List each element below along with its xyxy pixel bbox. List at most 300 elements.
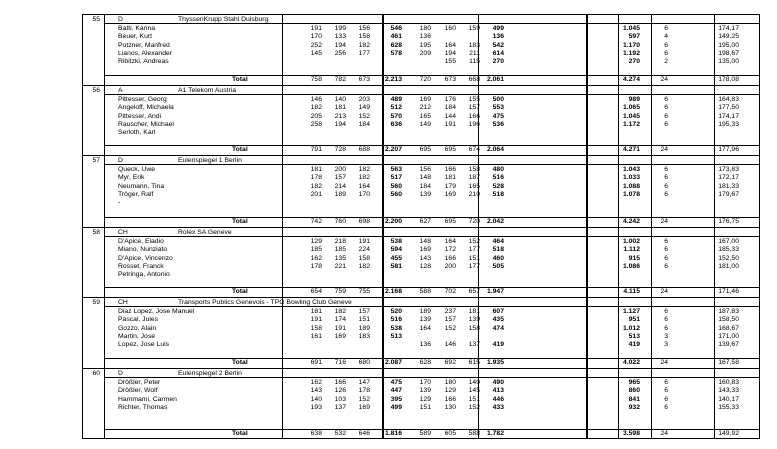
team-number: 56 bbox=[92, 87, 100, 94]
player-score: 184 bbox=[419, 182, 431, 190]
team-header-underline bbox=[104, 377, 760, 378]
player-average: 177,50 bbox=[718, 104, 739, 112]
player-score: 194 bbox=[334, 121, 346, 129]
total-score: 695 bbox=[444, 146, 456, 153]
player-score: 538 bbox=[390, 238, 402, 245]
player-score: 205 bbox=[310, 112, 322, 120]
total-score: 646 bbox=[358, 430, 370, 437]
player-games: 6 bbox=[664, 395, 668, 403]
player-score: 165 bbox=[419, 112, 431, 120]
team-header-underline bbox=[104, 236, 760, 237]
player-score: 152 bbox=[444, 324, 456, 332]
team-separator bbox=[82, 227, 760, 228]
player-sum: 419 bbox=[628, 341, 640, 349]
player-score: 157 bbox=[468, 104, 480, 112]
player-score: 607 bbox=[492, 308, 504, 315]
player-games: 6 bbox=[664, 174, 668, 182]
team-number: 59 bbox=[92, 299, 100, 306]
player-score: 129 bbox=[444, 387, 456, 395]
player-score: 214 bbox=[334, 182, 346, 190]
total-score: 695 bbox=[419, 146, 431, 153]
player-score: 133 bbox=[334, 33, 346, 41]
player-score: 147 bbox=[358, 379, 370, 386]
player-score: 513 bbox=[390, 333, 402, 341]
player-score: 178 bbox=[310, 174, 322, 182]
player-score: 137 bbox=[334, 404, 346, 412]
player-score: 542 bbox=[492, 41, 504, 49]
player-score: 189 bbox=[334, 191, 346, 199]
player-score: 210 bbox=[468, 191, 480, 199]
team-number: 57 bbox=[92, 157, 100, 164]
player-name: Miano, Nunziato bbox=[118, 246, 168, 254]
player-score: 162 bbox=[310, 379, 322, 386]
total-score: 702 bbox=[444, 288, 456, 295]
player-score: 189 bbox=[419, 308, 431, 315]
team-name: Transports Publics Genevois - TPG Bowling Club Geneve bbox=[178, 299, 352, 306]
team-name: ThyssenKrupp Stahl Duisburg bbox=[178, 16, 269, 23]
team-header-underline bbox=[104, 23, 760, 24]
player-average: 181,00 bbox=[718, 263, 739, 271]
player-score: 180 bbox=[444, 379, 456, 386]
player-name: Richter, Thomas bbox=[118, 404, 168, 412]
player-score: 200 bbox=[334, 166, 346, 173]
player-score: 164 bbox=[358, 182, 370, 190]
total-score: 2.200 bbox=[384, 218, 402, 225]
player-average: 174,17 bbox=[718, 112, 739, 120]
player-name: Rosset, Franck bbox=[118, 263, 164, 271]
player-score: 252 bbox=[310, 41, 322, 49]
player-name: Neumann, Tina bbox=[118, 182, 165, 190]
player-score: 209 bbox=[419, 50, 431, 58]
player-score: 140 bbox=[310, 395, 322, 403]
player-score: 191 bbox=[358, 238, 370, 245]
player-name: Pittesser, Georg bbox=[118, 96, 167, 103]
total-label: Total bbox=[232, 288, 248, 295]
team-separator bbox=[82, 368, 760, 369]
player-average: 187,83 bbox=[718, 308, 739, 315]
team-number: 55 bbox=[92, 16, 100, 23]
total-score: 1.947 bbox=[486, 288, 504, 295]
total-score: 720 bbox=[419, 76, 431, 83]
player-sum: 1.033 bbox=[622, 174, 640, 182]
player-score: 182 bbox=[310, 104, 322, 112]
player-score: 182 bbox=[358, 263, 370, 271]
player-score: 461 bbox=[390, 33, 402, 41]
player-sum: 951 bbox=[628, 316, 640, 324]
player-score: 169 bbox=[358, 404, 370, 412]
player-sum: 1.088 bbox=[622, 182, 640, 190]
team-number: 58 bbox=[92, 229, 100, 236]
player-name: Queck, Uwe bbox=[118, 166, 156, 173]
total-score: 673 bbox=[358, 76, 370, 83]
player-score: 211 bbox=[469, 50, 480, 58]
player-score: 139 bbox=[468, 316, 480, 324]
player-score: 195 bbox=[419, 41, 431, 49]
player-sum: 597 bbox=[628, 33, 640, 41]
player-score: 193 bbox=[310, 404, 322, 412]
player-games: 6 bbox=[664, 104, 668, 112]
player-sum: 965 bbox=[628, 379, 640, 386]
player-score: 474 bbox=[492, 324, 504, 332]
total-score: 2.061 bbox=[486, 76, 504, 83]
total-score: 654 bbox=[310, 288, 322, 295]
player-name: Tröger, Ralf bbox=[118, 191, 154, 199]
player-games: 6 bbox=[664, 404, 668, 412]
player-games: 6 bbox=[664, 50, 668, 58]
total-label: Total bbox=[232, 218, 248, 225]
player-score: 270 bbox=[492, 58, 504, 66]
player-games: 6 bbox=[664, 238, 668, 245]
player-score: 183 bbox=[358, 333, 370, 341]
player-average: 174,17 bbox=[718, 25, 739, 32]
player-score: 146 bbox=[310, 96, 322, 103]
player-score: 187 bbox=[468, 174, 480, 182]
team-header-underline bbox=[104, 94, 760, 95]
player-average: 172,17 bbox=[718, 174, 739, 182]
player-score: 158 bbox=[358, 33, 370, 41]
player-score: 181 bbox=[334, 104, 346, 112]
player-score: 170 bbox=[419, 379, 431, 386]
player-score: 158 bbox=[310, 324, 322, 332]
player-name: Serloth, Karl bbox=[118, 129, 156, 137]
total-score: 1.935 bbox=[486, 359, 504, 366]
player-score: 475 bbox=[492, 112, 504, 120]
team-country: D bbox=[118, 370, 123, 377]
player-score: 177 bbox=[358, 50, 370, 58]
player-score: 152 bbox=[468, 404, 480, 412]
player-score: 164 bbox=[444, 41, 456, 49]
player-games: 3 bbox=[664, 341, 668, 349]
total-sum: 4.242 bbox=[622, 218, 640, 225]
total-games: 24 bbox=[660, 76, 668, 83]
total-score: 2.207 bbox=[384, 146, 402, 153]
player-score: 152 bbox=[468, 238, 480, 245]
total-score: 791 bbox=[310, 146, 322, 153]
player-score: 224 bbox=[358, 246, 370, 254]
player-score: 172 bbox=[444, 246, 456, 254]
player-sum: 1.002 bbox=[622, 238, 640, 245]
total-score: 695 bbox=[444, 218, 456, 225]
total-score: 691 bbox=[310, 359, 322, 366]
player-average: 195,00 bbox=[718, 41, 739, 49]
player-score: 578 bbox=[390, 50, 402, 58]
player-score: 160 bbox=[444, 25, 456, 32]
player-sum: 932 bbox=[628, 404, 640, 412]
player-score: 460 bbox=[492, 254, 504, 262]
player-games: 6 bbox=[664, 41, 668, 49]
player-average: 158,50 bbox=[718, 316, 739, 324]
player-average: 195,33 bbox=[718, 121, 739, 129]
player-sum: 841 bbox=[628, 395, 640, 403]
player-score: 475 bbox=[390, 379, 402, 386]
player-score: 136 bbox=[419, 33, 431, 41]
player-sum: 513 bbox=[628, 333, 640, 341]
total-score: 692 bbox=[444, 359, 456, 366]
player-score: 166 bbox=[444, 254, 456, 262]
team-separator bbox=[82, 85, 760, 86]
player-score: 395 bbox=[390, 395, 402, 403]
player-name: Hammami, Carmen bbox=[118, 395, 177, 403]
team-country: A bbox=[118, 87, 123, 94]
player-sum: 1.112 bbox=[623, 246, 640, 254]
player-name: Gozzo, Alain bbox=[118, 324, 157, 332]
player-score: 166 bbox=[444, 395, 456, 403]
player-score: 177 bbox=[468, 263, 480, 271]
player-score: 182 bbox=[358, 166, 370, 173]
team-header-underline bbox=[104, 164, 760, 165]
total-score: 627 bbox=[419, 218, 431, 225]
player-average: 160,83 bbox=[718, 379, 739, 386]
player-score: 518 bbox=[492, 191, 504, 199]
total-score: 673 bbox=[444, 76, 456, 83]
player-name: Angeloff, Michaela bbox=[118, 104, 174, 112]
player-score: 155 bbox=[444, 58, 456, 66]
total-score: 758 bbox=[310, 76, 322, 83]
total-score: 680 bbox=[358, 359, 370, 366]
player-games: 6 bbox=[664, 387, 668, 395]
player-score: 182 bbox=[358, 174, 370, 182]
player-score: 166 bbox=[334, 379, 346, 386]
player-score: 563 bbox=[390, 166, 402, 173]
total-score: 742 bbox=[310, 218, 322, 225]
total-games: 24 bbox=[660, 430, 668, 437]
player-score: 137 bbox=[468, 341, 480, 349]
total-score: 720 bbox=[468, 218, 480, 225]
player-average: 181,33 bbox=[718, 182, 739, 190]
player-score: 177 bbox=[468, 246, 480, 254]
total-label: Total bbox=[232, 146, 248, 153]
player-score: 169 bbox=[419, 246, 431, 254]
team-header-underline bbox=[104, 306, 760, 307]
player-score: 200 bbox=[444, 263, 456, 271]
player-score: 480 bbox=[492, 166, 504, 173]
player-score: 135 bbox=[334, 254, 346, 262]
total-score: 532 bbox=[334, 430, 346, 437]
total-score: 782 bbox=[334, 76, 346, 83]
team-country: D bbox=[118, 157, 123, 164]
team-name: A1 Telekom Austria bbox=[178, 87, 237, 94]
total-score: 1.816 bbox=[384, 430, 402, 437]
player-score: 184 bbox=[444, 104, 456, 112]
total-score: 588 bbox=[419, 288, 431, 295]
player-name: - bbox=[118, 199, 121, 207]
player-score: 614 bbox=[492, 50, 504, 58]
team-name: Rolex SA Geneve bbox=[178, 229, 232, 236]
player-score: 169 bbox=[334, 333, 346, 341]
player-average: 140,17 bbox=[718, 395, 739, 403]
player-name: Pittesser, Andi bbox=[118, 112, 162, 120]
player-average: 139,67 bbox=[718, 341, 739, 349]
player-score: 516 bbox=[492, 174, 504, 182]
total-average: 171,46 bbox=[718, 288, 739, 295]
player-sum: 1.192 bbox=[622, 50, 640, 58]
total-score: 628 bbox=[419, 359, 431, 366]
player-name: Ribitzki, Andreas bbox=[118, 58, 169, 66]
team-number: 60 bbox=[92, 370, 100, 377]
player-score: 181 bbox=[310, 308, 322, 315]
player-score: 191 bbox=[444, 121, 456, 129]
player-score: 237 bbox=[444, 308, 456, 315]
player-average: 143,33 bbox=[718, 387, 739, 395]
player-games: 6 bbox=[664, 112, 668, 120]
player-name: D'Apice, Eladio bbox=[118, 238, 164, 245]
player-name: Drößler, Peter bbox=[118, 379, 161, 386]
player-score: 136 bbox=[492, 33, 504, 41]
player-score: 166 bbox=[444, 166, 456, 173]
player-sum: 1.127 bbox=[622, 308, 640, 315]
total-sum: 3.598 bbox=[622, 430, 640, 437]
total-score: 698 bbox=[358, 218, 370, 225]
player-games: 6 bbox=[664, 379, 668, 386]
player-score: 581 bbox=[390, 263, 402, 271]
player-score: 128 bbox=[419, 263, 431, 271]
player-name: Drößler, Wolf bbox=[118, 387, 158, 395]
player-score: 166 bbox=[468, 112, 480, 120]
player-games: 2 bbox=[664, 58, 668, 66]
player-score: 174 bbox=[334, 316, 346, 324]
player-sum: 1.012 bbox=[622, 324, 640, 332]
player-score: 145 bbox=[468, 387, 480, 395]
player-games: 6 bbox=[664, 324, 668, 332]
total-score: 2.213 bbox=[384, 76, 402, 83]
player-score: 162 bbox=[310, 254, 322, 262]
player-average: 198,67 bbox=[718, 50, 739, 58]
player-average: 179,67 bbox=[718, 191, 739, 199]
player-score: 185 bbox=[310, 246, 322, 254]
team-country: CH bbox=[118, 229, 128, 236]
player-sum: 989 bbox=[628, 96, 640, 103]
total-average: 167,58 bbox=[718, 359, 739, 366]
total-score: 755 bbox=[358, 288, 370, 295]
player-score: 181 bbox=[468, 308, 480, 315]
player-score: 159 bbox=[468, 25, 480, 32]
player-score: 490 bbox=[492, 379, 504, 386]
player-games: 6 bbox=[664, 308, 668, 315]
player-name: Pascal, Jules bbox=[118, 316, 159, 324]
player-score: 115 bbox=[469, 58, 480, 66]
player-score: 151 bbox=[468, 254, 480, 262]
player-score: 489 bbox=[390, 96, 402, 103]
player-score: 165 bbox=[468, 182, 480, 190]
total-score: 1.782 bbox=[486, 430, 504, 437]
player-games: 6 bbox=[664, 121, 668, 129]
player-games: 6 bbox=[664, 263, 668, 271]
player-score: 179 bbox=[444, 182, 456, 190]
player-games: 6 bbox=[664, 96, 668, 103]
player-score: 129 bbox=[310, 238, 322, 245]
player-score: 203 bbox=[358, 96, 370, 103]
player-score: 518 bbox=[492, 246, 504, 254]
player-score: 151 bbox=[468, 395, 480, 403]
player-score: 182 bbox=[358, 41, 370, 49]
player-score: 517 bbox=[390, 174, 402, 182]
total-average: 178,08 bbox=[718, 76, 739, 83]
player-score: 158 bbox=[468, 324, 480, 332]
player-games: 6 bbox=[664, 246, 668, 254]
player-score: 464 bbox=[492, 238, 504, 245]
total-score: 605 bbox=[444, 430, 456, 437]
player-score: 178 bbox=[310, 263, 322, 271]
total-sum: 4.115 bbox=[623, 288, 640, 295]
player-score: 164 bbox=[419, 324, 431, 332]
player-score: 182 bbox=[310, 182, 322, 190]
player-games: 6 bbox=[664, 316, 668, 324]
player-score: 143 bbox=[419, 254, 431, 262]
player-score: 199 bbox=[334, 25, 346, 32]
player-sum: 1.065 bbox=[622, 104, 640, 112]
player-score: 143 bbox=[310, 387, 322, 395]
player-score: 258 bbox=[310, 121, 322, 129]
player-score: 180 bbox=[419, 25, 431, 32]
total-score: 638 bbox=[310, 430, 322, 437]
player-score: 152 bbox=[358, 112, 370, 120]
player-score: 189 bbox=[358, 324, 370, 332]
total-sum: 4.271 bbox=[622, 146, 640, 153]
player-score: 499 bbox=[492, 25, 504, 32]
player-score: 146 bbox=[444, 341, 456, 349]
player-score: 129 bbox=[419, 395, 431, 403]
total-score: 688 bbox=[358, 146, 370, 153]
player-score: 520 bbox=[390, 308, 402, 315]
player-score: 169 bbox=[444, 191, 456, 199]
player-score: 176 bbox=[444, 96, 456, 103]
total-score: 2.042 bbox=[486, 218, 504, 225]
player-score: 505 bbox=[492, 263, 504, 271]
player-games: 6 bbox=[664, 191, 668, 199]
player-score: 636 bbox=[390, 121, 402, 129]
total-score: 716 bbox=[334, 359, 346, 366]
player-score: 218 bbox=[334, 238, 346, 245]
player-sum: 1.170 bbox=[622, 41, 640, 49]
player-score: 560 bbox=[390, 182, 402, 190]
player-score: 499 bbox=[390, 404, 402, 412]
total-games: 24 bbox=[660, 359, 668, 366]
player-score: 538 bbox=[390, 324, 402, 332]
player-average: 185,33 bbox=[718, 246, 739, 254]
total-average: 177,96 bbox=[718, 146, 739, 153]
player-score: 191 bbox=[310, 25, 322, 32]
player-score: 221 bbox=[334, 263, 346, 271]
player-score: 194 bbox=[444, 50, 456, 58]
player-average: 152,50 bbox=[718, 254, 739, 262]
player-score: 181 bbox=[444, 174, 456, 182]
player-score: 413 bbox=[492, 387, 504, 395]
player-score: 156 bbox=[358, 25, 370, 32]
player-name: Petringa, Antonio bbox=[118, 271, 170, 279]
player-score: 178 bbox=[358, 387, 370, 395]
total-games: 24 bbox=[660, 218, 668, 225]
total-label: Total bbox=[232, 359, 248, 366]
player-score: 144 bbox=[444, 112, 456, 120]
player-score: 139 bbox=[419, 387, 431, 395]
team-country: CH bbox=[118, 299, 128, 306]
player-average: 167,00 bbox=[718, 238, 739, 245]
player-score: 145 bbox=[310, 50, 322, 58]
player-score: 151 bbox=[358, 316, 370, 324]
player-score: 139 bbox=[419, 191, 431, 199]
player-score: 446 bbox=[492, 395, 504, 403]
player-score: 139 bbox=[419, 316, 431, 324]
player-name: Beuer, Kurt bbox=[118, 33, 153, 41]
player-score: 194 bbox=[334, 41, 346, 49]
player-score: 433 bbox=[492, 404, 504, 412]
total-score: 657 bbox=[468, 288, 480, 295]
player-score: 455 bbox=[390, 254, 402, 262]
player-score: 148 bbox=[419, 174, 431, 182]
player-score: 191 bbox=[310, 316, 322, 324]
player-score: 164 bbox=[444, 238, 456, 245]
total-score: 759 bbox=[334, 288, 346, 295]
